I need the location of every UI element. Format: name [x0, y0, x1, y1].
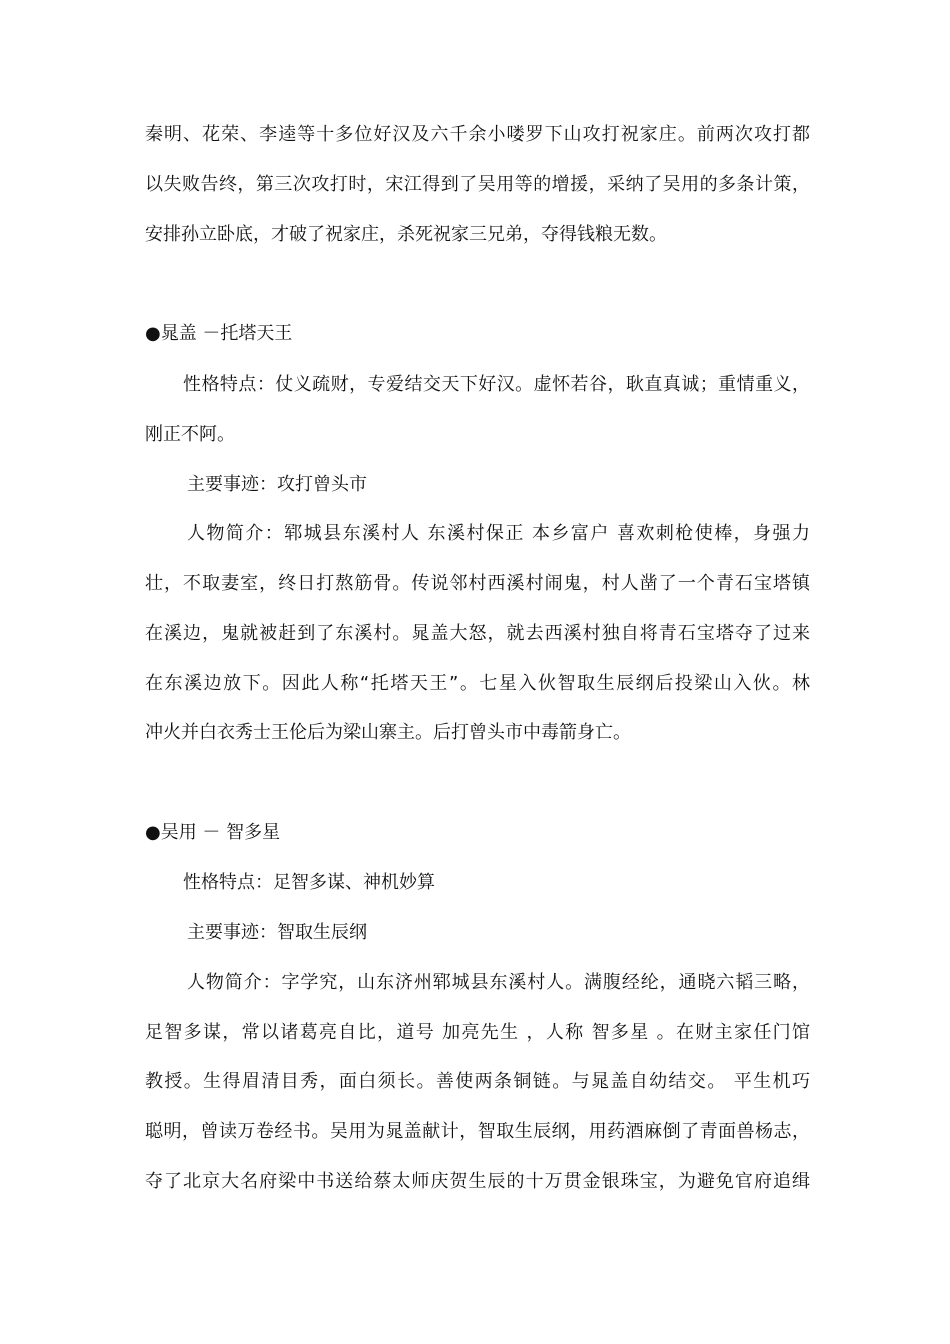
bio-line-4: 聪明，曾读万卷经书。吴用为晁盖献计，智取生辰纲，用药酒麻倒了青面兽杨志，: [145, 1121, 810, 1142]
bio-line-1: 人物简介：字学究，山东济州郓城县东溪村人。满腹经纶，通晓六韬三略，: [187, 972, 810, 993]
traits-line: 性格特点：足智多谋、神机妙算: [183, 872, 435, 893]
bio-line-1: 人物简介：郓城县东溪村人 东溪村保正 本乡富户 喜欢刺枪使棒，身强力: [187, 523, 810, 544]
bio-line-3: 在溪边，鬼就被赶到了东溪村。晁盖大怒，就去西溪村独自将青石宝塔夺了过来: [145, 623, 810, 644]
deeds-line: 主要事迹：攻打曾头市: [187, 474, 367, 495]
intro-line-1: 秦明、花荣、李逵等十多位好汉及六千余小喽罗下山攻打祝家庄。前两次攻打都: [145, 124, 810, 145]
bio-line-3: 教授。生得眉清目秀，面白须长。善使两条铜链。与晁盖自幼结交。 平生机巧: [145, 1071, 810, 1092]
traits-line-1: 性格特点：仗义疏财，专爱结交天下好汉。虚怀若谷，耿直真诚；重情重义，: [183, 374, 810, 395]
bio-line-2: 足智多谋，常以诸葛亮自比，道号 加亮先生 ，人称 智多星 。在财主家任门馆: [145, 1022, 810, 1043]
deeds-line: 主要事迹：智取生辰纲: [187, 922, 367, 943]
intro-line-2: 以失败告终，第三次攻打时，宋江得到了吴用等的增援，采纳了吴用的多条计策，: [145, 174, 810, 195]
bio-line-4: 在东溪边放下。因此人称“托塔天王”。七星入伙智取生辰纲后投梁山入伙。林: [145, 673, 810, 694]
traits-line-2: 刚正不阿。: [145, 424, 235, 445]
section-heading-wu-yong: ●吴用 － 智多星: [145, 822, 281, 843]
bio-line-2: 壮，不取妻室，终日打熬筋骨。传说邻村西溪村闹鬼，村人凿了一个青石宝塔镇: [145, 573, 810, 594]
bio-line-5: 夺了北京大名府梁中书送给蔡太师庆贺生辰的十万贯金银珠宝，为避免官府追缉: [145, 1171, 810, 1192]
section-heading-chao-gai: ●晁盖 －托塔天王: [145, 323, 293, 344]
intro-line-3: 安排孙立卧底，才破了祝家庄，杀死祝家三兄弟，夺得钱粮无数。: [145, 224, 667, 245]
bio-line-5: 冲火并白衣秀士王伦后为梁山寨主。后打曾头市中毒箭身亡。: [145, 722, 631, 743]
